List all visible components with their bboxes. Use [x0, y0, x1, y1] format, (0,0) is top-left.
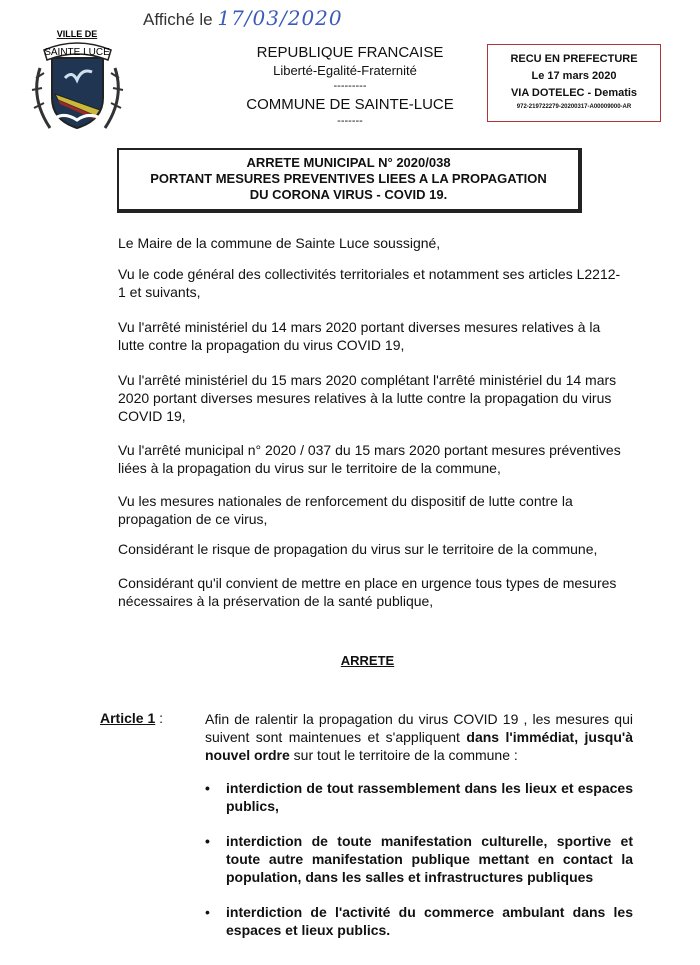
posted-date: [143, 6, 343, 30]
article-text: Afin de ralentir la propagation du virus COVID 19 , les mesures qui suivent sont maintenues et s'appliquent: [205, 711, 633, 745]
posted-label: Affiché le: [143, 10, 213, 29]
bullet-text: interdiction de l'activité du commerce ambulant dans les espaces et lieux publics.: [226, 904, 633, 938]
bullet-item: [205, 779, 633, 815]
stamp-line: Le 17 mars 2020: [531, 70, 617, 82]
article-text-bold: dans l'immédiat, jusqu'à nouvel ordre: [205, 729, 633, 763]
paragraph: Considérant qu'il convient de mettre en place en urgence tous types de mesures nécessaires à la préservation de la santé publique,: [118, 575, 617, 609]
stamp-code: 972-219722279-20200317-A00009000-AR: [516, 104, 632, 110]
bullet-item: [205, 832, 633, 886]
article-1-text: [205, 710, 633, 764]
sainte-luce-coat-of-arms-logo: [30, 28, 125, 133]
logo-banner-text: SAINTE LUCE: [44, 47, 110, 58]
bullet-icon: •: [205, 780, 210, 796]
title-line: DU CORONA VIRUS - COVID 19.: [249, 187, 448, 202]
paragraph: Vu l'arrêté ministériel du 15 mars 2020 complétant l'arrêté ministériel du 14 mars 2020 portant diverses mesures relatives à la lutte contre la propagation du virus COVID 19,: [118, 372, 617, 424]
bullet-icon: •: [205, 904, 210, 920]
paragraph: Considérant le risque de propagation du virus sur le territoire de la commune,: [118, 541, 598, 557]
header-commune: COMMUNE DE SAINTE-LUCE: [246, 96, 454, 113]
article-1-colon: :: [155, 710, 164, 726]
header-separator: ---------: [333, 80, 367, 92]
paragraph: Le Maire de la commune de Sainte Luce soussigné,: [118, 235, 441, 251]
prefecture-receipt-stamp: [487, 44, 661, 122]
logo-top-text: VILLE DE: [56, 29, 98, 39]
article-text: sur tout le territoire de la commune :: [289, 747, 518, 763]
article-1-label: [100, 710, 163, 726]
paragraph: Vu les mesures nationales de renforcement du dispositif de lutte contre la propagation de ce virus,: [118, 493, 573, 527]
article-1-label-text: Article 1: [100, 710, 156, 726]
header-separator: -------: [337, 115, 363, 127]
handwritten-date: 17/03/2020: [217, 6, 343, 30]
bullet-text: interdiction de toute manifestation culturelle, sportive et toute autre manifestation publique mettant en contact la population, dans les salles et infrastructures publiques: [226, 833, 633, 885]
header-motto: Liberté-Egalité-Fraternité: [273, 63, 417, 78]
paragraph: Vu le code général des collectivités territoriales et notamment ses articles L2212-1 et suivants,: [118, 266, 621, 300]
paragraph: Vu l'arrêté ministériel du 14 mars 2020 portant diverses mesures relatives à la lutte contre la propagation du virus COVID 19,: [118, 319, 601, 353]
title-line: PORTANT MESURES PREVENTIVES LIEES A LA PROPAGATION: [150, 171, 547, 186]
paragraph: Vu l'arrêté municipal n° 2020 / 037 du 15 mars 2020 portant mesures préventives liées à la propagation du virus sur le territoire de la commune,: [118, 442, 621, 476]
stamp-line: VIA DOTELEC - Dematis: [510, 87, 638, 99]
title-line: ARRETE MUNICIPAL N° 2020/038: [246, 155, 451, 170]
header-republic: REPUBLIQUE FRANCAISE: [256, 44, 444, 61]
bullet-icon: •: [205, 833, 210, 849]
arrete-heading: ARRETE: [340, 653, 395, 668]
document-title-box: [117, 148, 582, 213]
bullet-item: [205, 903, 633, 939]
stamp-line: RECU EN PREFECTURE: [510, 53, 638, 65]
bullet-text: interdiction de tout rassemblement dans les lieux et espaces publics,: [226, 780, 633, 814]
